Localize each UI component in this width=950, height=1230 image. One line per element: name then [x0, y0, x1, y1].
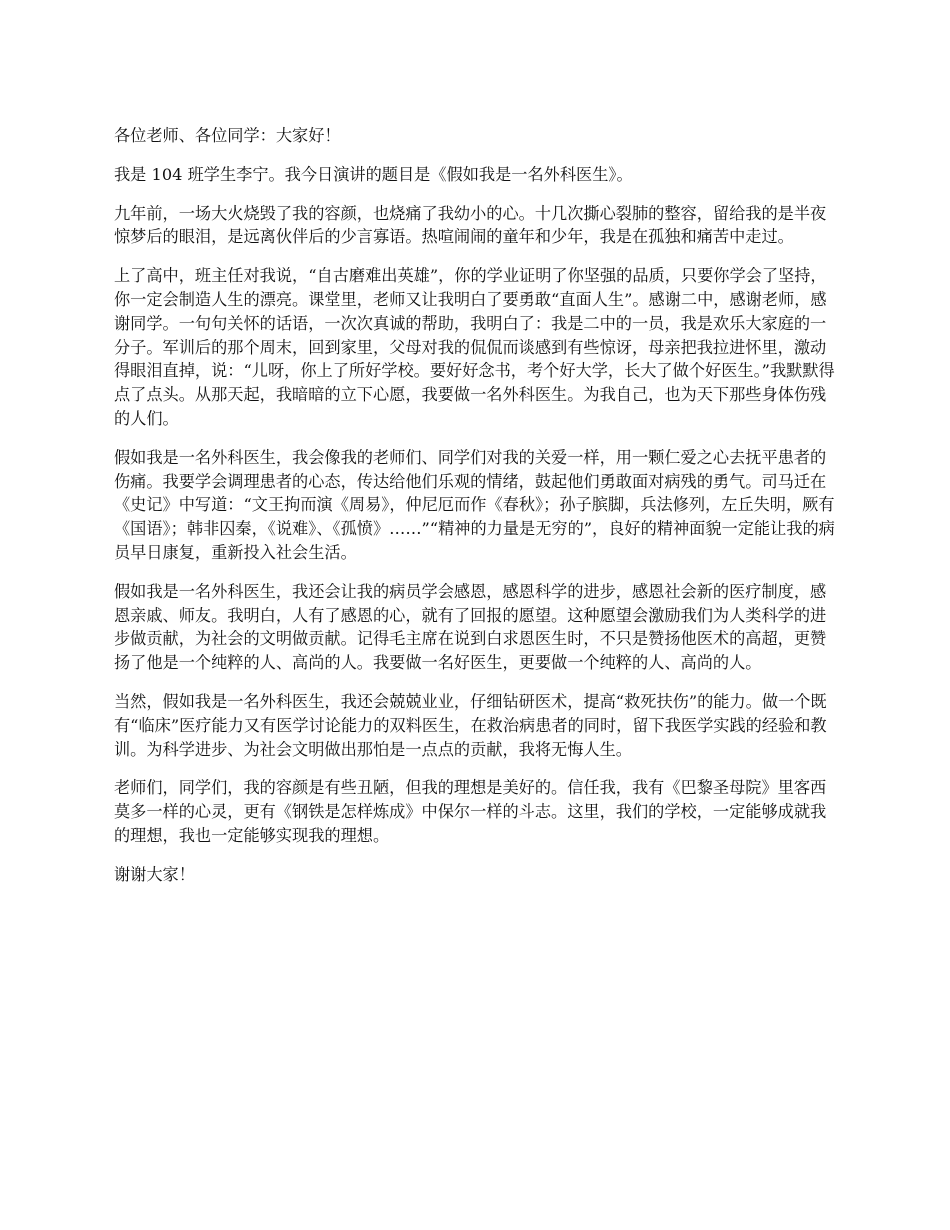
closing-paragraph: 谢谢大家！ — [114, 864, 195, 884]
greeting-paragraph: 各位老师、各位同学：大家好！ — [114, 126, 341, 145]
body-paragraph: 当然，假如我是一名外科医生，我还会兢兢业业，仔细钻研医术，提高“救死扶伤”的能力。做一个既有“临床”医疗能力又有医学讨论能力的双料医生，在救治病患者的同时，留下我医学实践的经验和教训。为科学进步、为社会文明做出那怕是一点点的贡献，我将无悔人生。 — [114, 691, 827, 759]
body-paragraph: 老师们，同学们，我的容颜是有些丑陋，但我的理想是美好的。信任我，我有《巴黎圣母院》里客西莫多一样的心灵，更有《钢铁是怎样炼成》中保尔一样的斗志。这里，我们的学校，一定能够成就我的理想，我也一定能够实现我的理想。 — [114, 778, 827, 845]
body-paragraph: 上了高中，班主任对我说，“自古磨难出英雄”，你的学业证明了你坚强的品质，只要你学会了坚持，你一定会制造人生的漂亮。课堂里，老师又让我明白了要勇敢“直面人生”。感谢二中，感谢老师，感谢同学。一句句关怀的话语，一次次真诚的帮助，我明白了：我是二中的一员，我是欢乐大家庭的一分子。军训后的那个周末，回到家里，父母对我的侃侃而谈感到有些惊讶，母亲把我拉进怀里，激动得眼泪直掉，说：“儿呀，你上了所好学校。要好好念书，考个好大学，长大了做个好医生。”我默默得点了点头。从那天起，我暗暗的立下心愿，我要做一名外科医生。为我自己，也为天下那些身体伤残的人们。 — [114, 266, 835, 428]
body-paragraph: 假如我是一名外科医生，我会像我的老师们、同学们对我的关爱一样，用一颗仁爱之心去抚平患者的伤痛。我要学会调理患者的心态，传达给他们乐观的情绪，鼓起他们勇敢面对病残的勇气。司马迁在《史记》中写道：“文王拘而演《周易》，仲尼厄而作《春秋》；孙子膑脚，兵法修列，左丘失明，厥有《国语》；韩非囚秦，《说难》、《孤愤》……”“精神的力量是无穷的”，良好的精神面貌一定能让我的病员早日康复，重新投入社会生活。 — [114, 447, 835, 562]
speech-document — [114, 124, 841, 902]
body-paragraph: 九年前，一场大火烧毁了我的容颜，也烧痛了我幼小的心。十几次撕心裂肺的整容，留给我的是半夜惊梦后的眼泪，是远离伙伴后的少言寡语。热喧闹闹的童年和少年，我是在孤独和痛苦中走过。 — [114, 203, 827, 247]
introduction-paragraph: 我是 104 班学生李宁。我今日演讲的题目是《假如我是一名外科医生》。 — [114, 164, 633, 184]
body-paragraph: 假如我是一名外科医生，我还会让我的病员学会感恩，感恩科学的进步，感恩社会新的医疗制度，感恩亲戚、师友。我明白，人有了感恩的心，就有了回报的愿望。这种愿望会激励我们为人类科学的进步做贡献，为社会的文明做贡献。记得毛主席在说到白求恩医生时，不只是赞扬他医术的高超，更赞扬了他是一个纯粹的人、高尚的人。我要做一名好医生，更要做一个纯粹的人、高尚的人。 — [114, 581, 827, 673]
